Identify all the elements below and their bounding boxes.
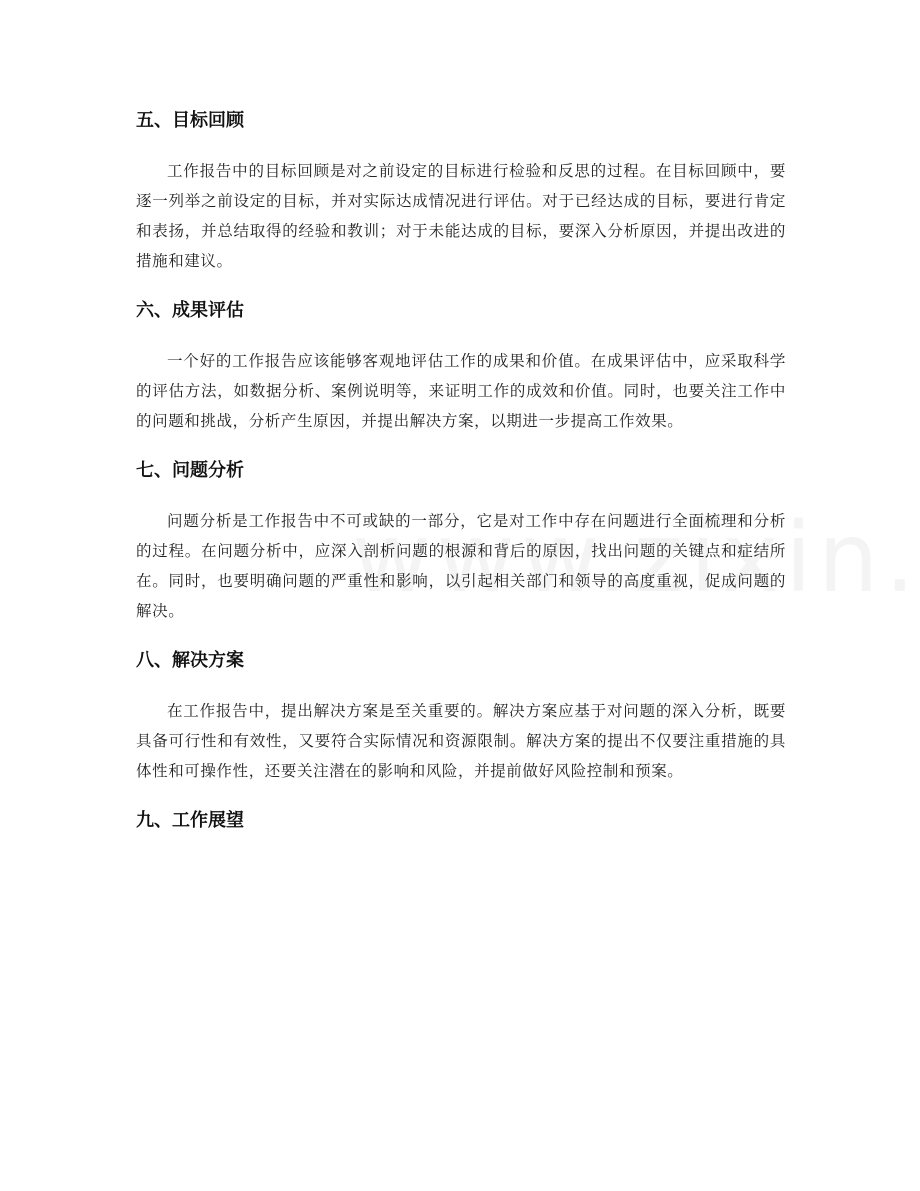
section-paragraph: 工作报告中的目标回顾是对之前设定的目标进行检验和反思的过程。在目标回顾中，要逐一列举之前设定的目标，并对实际达成情况进行评估。对于已经达成的目标，要进行肯定和表扬，并总结取得的经验和教训；对于未能达成的目标，要深入分析原因，并提出改进的措施和建议。 — [136, 162, 786, 270]
section-heading: 八、解决方案 — [136, 650, 244, 671]
section-heading: 六、成果评估 — [136, 300, 244, 321]
section-solutions — [136, 646, 786, 786]
section-work-outlook — [136, 806, 786, 836]
section-paragraph: 问题分析是工作报告中不可或缺的一部分，它是对工作中存在问题进行全面梳理和分析的过程。在问题分析中，应深入剖析问题的根源和背后的原因，找出问题的关键点和症结所在。同时，也要明确问题的严重性和影响，以引起相关部门和领导的高度重视，促成问题的解决。 — [136, 512, 786, 620]
section-heading: 九、工作展望 — [136, 810, 244, 831]
section-heading: 五、目标回顾 — [136, 110, 244, 131]
section-result-evaluation — [136, 296, 786, 436]
section-paragraph: 一个好的工作报告应该能够客观地评估工作的成果和价值。在成果评估中，应采取科学的评估方法，如数据分析、案例说明等，来证明工作的成效和价值。同时，也要关注工作中的问题和挑战，分析产生原因，并提出解决方案，以期进一步提高工作效果。 — [136, 352, 786, 430]
document-content — [136, 106, 786, 856]
section-heading: 七、问题分析 — [136, 460, 244, 481]
section-problem-analysis — [136, 456, 786, 626]
section-goal-review — [136, 106, 786, 276]
section-paragraph: 在工作报告中，提出解决方案是至关重要的。解决方案应基于对问题的深入分析，既要具备可行性和有效性，又要符合实际情况和资源限制。解决方案的提出不仅要注重措施的具体性和可操作性，还要关注潜在的影响和风险，并提前做好风险控制和预案。 — [136, 702, 786, 780]
